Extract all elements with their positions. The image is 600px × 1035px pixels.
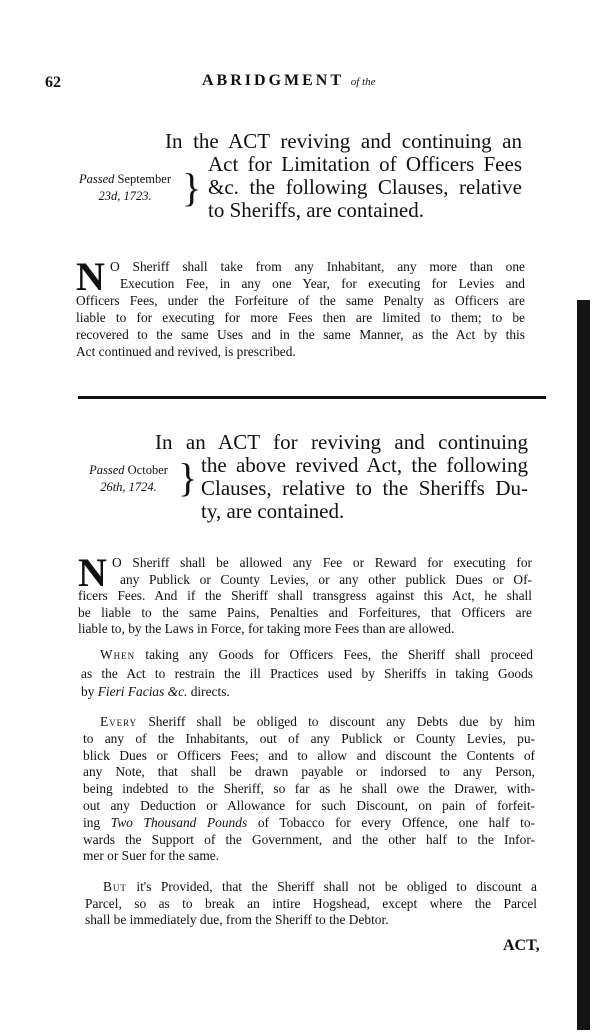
- text-line: being indebted to the Sheriff, so far as he shall owe the Drawer, with-: [83, 781, 535, 797]
- title-line: ty, are contained.: [201, 499, 345, 523]
- text-line: wards the Support of the Government, and the other half to the Infor-: [83, 831, 535, 847]
- drop-cap: N: [78, 550, 107, 595]
- italic-span: Fieri Facias &c.: [97, 684, 188, 699]
- section1-margin-note: [70, 171, 180, 205]
- section2-paragraph-3: [83, 714, 535, 865]
- text-span: directs.: [190, 684, 230, 699]
- brace-icon: }: [182, 165, 202, 210]
- text-line: mer or Suer for the same.: [83, 848, 220, 864]
- section2-title: [155, 431, 528, 523]
- text-line: any Note, that shall be drawn payable or indorsed to any Person,: [83, 764, 535, 780]
- text-line: [81, 683, 533, 702]
- text-line: liable to, by the Laws in Force, for taking more Fees than are allowed.: [78, 621, 455, 636]
- brace-icon: }: [178, 455, 198, 500]
- text-line: Act continued and revived, is prescribed.: [76, 344, 296, 359]
- title-line: &c. the following Clauses, relative: [208, 175, 522, 199]
- section1-title: [165, 130, 522, 222]
- text-line: ficers Fees. And if the Sheriff shall transgress against this Act, he shall: [78, 588, 532, 603]
- note-passed: Passed: [78, 172, 115, 186]
- text-line: O Sheriff shall take from any Inhabitant, any more than one: [110, 259, 525, 274]
- text-line: out any Deduction or Allowance for such Discount, on pain of forfeit-: [83, 797, 535, 813]
- page-number: 62: [45, 74, 61, 91]
- title-line: Clauses, relative to the Sheriffs Du-: [201, 476, 528, 500]
- text-line: to any of the Inhabitants, out of any Publick or County Levies, pu-: [83, 730, 535, 746]
- text-span: by: [81, 684, 95, 699]
- drop-cap: N: [76, 254, 105, 299]
- text-line: [83, 815, 535, 832]
- note-date: 23d, 1723.: [98, 189, 152, 203]
- section2-margin-note: [76, 462, 181, 496]
- text-line: Parcel, so as to break an intire Hogshead, except where the Parcel: [85, 895, 537, 911]
- lead-word: Every: [100, 714, 138, 729]
- text-line: blick Dues or Officers Fees; and to allow and discount the Contents of: [83, 747, 535, 763]
- catchword: ACT,: [503, 937, 540, 954]
- text-line: any Publick or County Levies, or any other publick Dues or Of-: [120, 571, 532, 587]
- text-span: taking any Goods for Officers Fees, the Sheriff shall proceed: [145, 647, 533, 662]
- section1-paragraph: [76, 254, 525, 360]
- text-line: liable to for executing for more Fees then are limited to them; to be: [76, 310, 525, 325]
- section-divider: [78, 396, 546, 399]
- text-line: [100, 714, 535, 731]
- text-line: O Sheriff shall be allowed any Fee or Reward for executing for: [112, 555, 532, 570]
- text-span: ing: [83, 814, 101, 830]
- lead-word: But: [103, 879, 127, 894]
- note-passed: Passed: [89, 463, 125, 477]
- text-line: shall be immediately due, from the Sheriff to the Debtor.: [85, 912, 389, 927]
- running-title-main: ABRIDGMENT: [202, 72, 344, 89]
- text-line: be liable to the same Pains, Penalties and Forfeitures, that Officers are: [78, 604, 532, 620]
- text-span: it's Provided, that the Sheriff shall not be obliged to discount a: [136, 879, 537, 894]
- section2-paragraph-4: [85, 879, 537, 929]
- title-line: Act for Limitation of Officers Fees: [208, 152, 522, 176]
- page-edge-shadow: [577, 300, 590, 1030]
- text-span: of Tobacco for every Offence, one half to-: [257, 814, 535, 830]
- text-span: Sheriff shall be obliged to discount any Debts due by him: [148, 714, 535, 729]
- section2-paragraph-2: [81, 646, 533, 702]
- title-line: the above revived Act, the following: [201, 453, 528, 477]
- text-line: [100, 646, 533, 665]
- title-line: to Sheriffs, are contained.: [208, 198, 424, 222]
- text-line: Execution Fee, in any one Year, for executing for Levies and: [120, 276, 525, 291]
- text-line: recovered to the same Uses and in the same Manner, as the Act by this: [76, 327, 525, 342]
- text-line: Officers Fees, under the Forfeiture of the same Penalty as Officers are: [76, 293, 525, 308]
- note-month: October: [127, 463, 168, 477]
- italic-span: Two Thousand Pounds: [110, 814, 248, 830]
- title-line: In an ACT for reviving and continuing: [155, 430, 528, 454]
- note-month: September: [117, 172, 171, 186]
- running-title: [202, 72, 375, 90]
- text-line: as the Act to restrain the ill Practices used by Sheriffs in taking Goods: [81, 665, 533, 681]
- lead-word: When: [100, 647, 136, 662]
- title-line: In the ACT reviving and continuing an: [165, 129, 522, 153]
- note-date: 26th, 1724.: [100, 480, 157, 494]
- text-line: [103, 879, 537, 896]
- running-title-suffix: of the: [350, 76, 376, 88]
- section2-paragraph-1: [78, 550, 532, 638]
